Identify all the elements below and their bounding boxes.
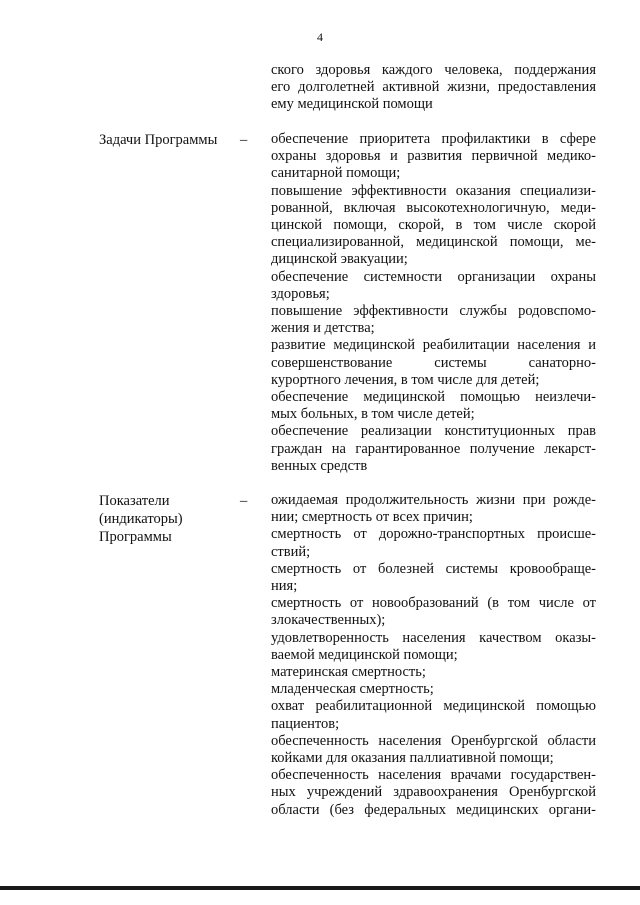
- indicators-line: ния;: [271, 578, 298, 595]
- intro-text: [271, 62, 596, 114]
- indicators-line: злокачественных);: [271, 612, 386, 629]
- tasks-line: совершенствование системы санаторно-: [271, 354, 596, 371]
- tasks-line: развитие медицинской реабилитации населения и: [271, 337, 596, 354]
- tasks-line: рованной, включая высокотехнологичную, меди-: [271, 199, 596, 216]
- indicators-label-line: Показатели: [99, 493, 170, 509]
- tasks-line: обеспечение реализации конституционных прав: [271, 423, 596, 440]
- tasks-line: обеспечение медицинской помощью неизлечи-: [271, 389, 596, 406]
- indicators-line: удовлетворенность населения качеством оказы-: [271, 629, 596, 646]
- tasks-line: мых больных, в том числе детей;: [271, 406, 475, 423]
- tasks-line: цинской помощи, скорой, в том числе скорой: [271, 217, 596, 234]
- page-number: 4: [317, 30, 323, 44]
- indicators-line: смертность от дорожно-транспортных происше-: [271, 526, 596, 543]
- tasks-line: жения и детства;: [271, 320, 375, 337]
- indicators-line: обеспеченность населения Оренбургской области: [271, 732, 596, 749]
- tasks-line: обеспечение системности организации охраны: [271, 268, 596, 285]
- tasks-list: [271, 131, 596, 475]
- intro-line: ему медицинской помощи: [271, 96, 433, 113]
- tasks-line: граждан на гарантированное получение лекарст-: [271, 440, 596, 457]
- tasks-dash: –: [240, 132, 248, 148]
- indicators-label-line: (индикаторы): [99, 511, 183, 527]
- indicators-line: области (без федеральных медицинских органи-: [271, 801, 596, 818]
- indicators-line: младенческая смертность;: [271, 681, 434, 698]
- indicators-line: обеспеченность населения врачами государствен-: [271, 767, 596, 784]
- tasks-label: Задачи Программы: [99, 132, 218, 148]
- indicators-label: [99, 492, 234, 546]
- indicators-line: нии; смертность от всех причин;: [271, 509, 473, 526]
- indicators-line: материнская смертность;: [271, 664, 426, 681]
- indicators-line: смертность от болезней системы кровообраще-: [271, 560, 596, 577]
- indicators-line: койками для оказания паллиативной помощи;: [271, 750, 554, 767]
- indicators-line: ствий;: [271, 543, 311, 560]
- tasks-line: санитарной помощи;: [271, 165, 401, 182]
- indicators-line: ваемой медицинской помощи;: [271, 646, 458, 663]
- tasks-line: курортного лечения, в том числе для детей;: [271, 371, 540, 388]
- indicators-line: смертность от новообразований (в том числе от: [271, 595, 596, 612]
- intro-line: ского здоровья каждого человека, поддержания: [271, 62, 596, 78]
- indicators-label-line: Программы: [99, 529, 172, 545]
- tasks-line: повышение эффективности оказания специализи-: [271, 182, 596, 199]
- indicators-line: ных учреждений здравоохранения Оренбургской: [271, 784, 596, 801]
- bottom-border-line: [0, 886, 640, 890]
- intro-line: его долголетней активной жизни, предоставления: [271, 79, 596, 96]
- indicators-line: пациентов;: [271, 715, 340, 732]
- tasks-line: обеспечение приоритета профилактики в сфере: [271, 131, 596, 147]
- indicators-line: охват реабилитационной медицинской помощью: [271, 698, 596, 715]
- tasks-line: специализированной, медицинской помощи, ме-: [271, 234, 596, 251]
- indicators-dash: –: [240, 493, 248, 509]
- tasks-line: повышение эффективности службы родовспомо-: [271, 303, 596, 320]
- tasks-line: здоровья;: [271, 285, 330, 302]
- tasks-line: дицинской эвакуации;: [271, 251, 408, 268]
- indicators-list: [271, 492, 596, 819]
- indicators-line: ожидаемая продолжительность жизни при рожде-: [271, 492, 596, 508]
- tasks-line: охраны здоровья и развития первичной медико-: [271, 148, 596, 165]
- tasks-line: венных средств: [271, 457, 368, 474]
